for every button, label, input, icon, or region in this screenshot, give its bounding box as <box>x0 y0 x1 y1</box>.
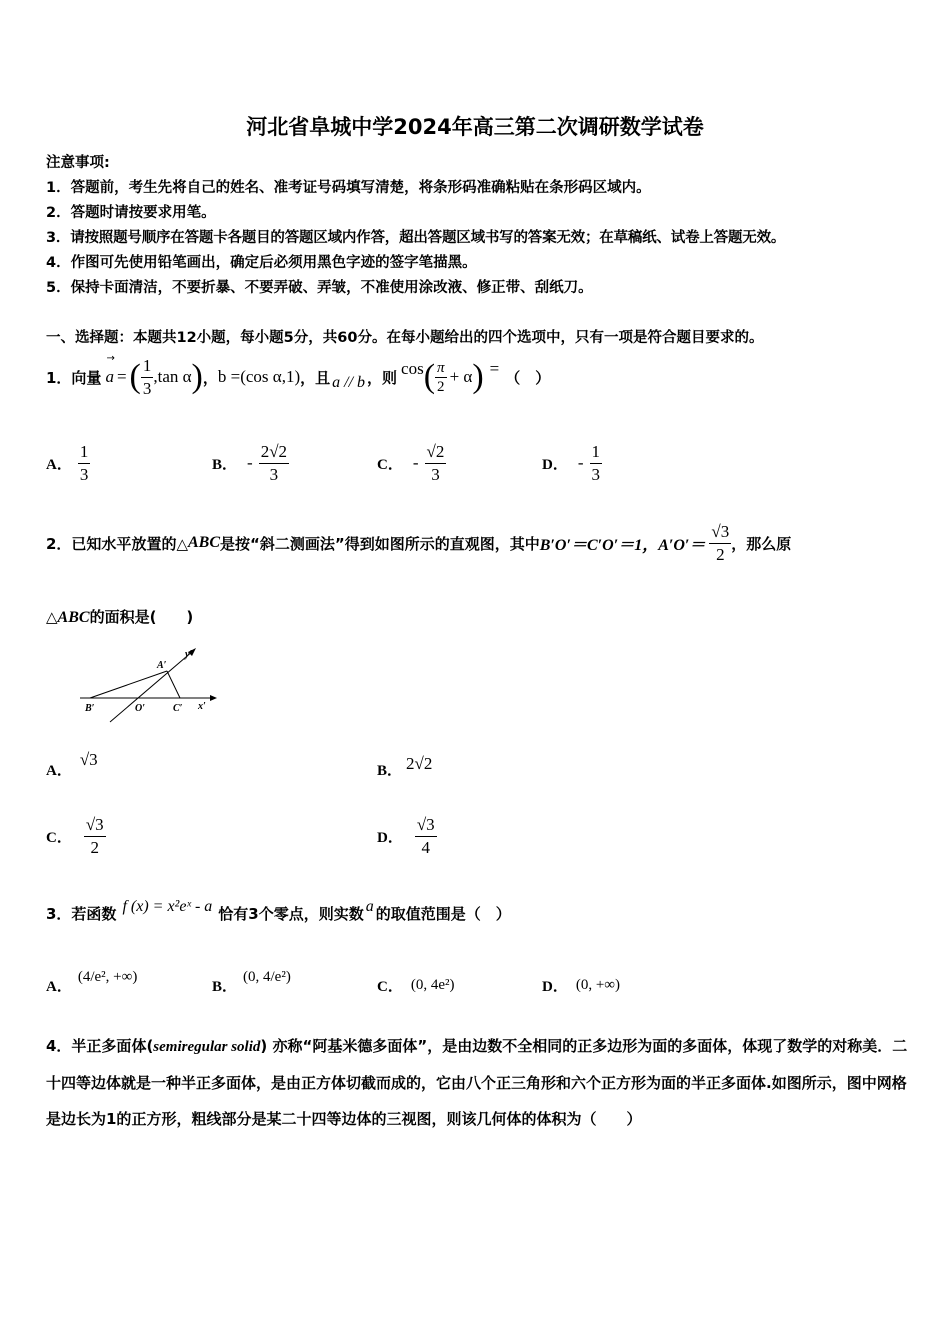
q1-two: 2 <box>437 378 445 395</box>
option-label: C． <box>377 456 403 473</box>
q1-pi-frac <box>435 359 447 396</box>
frac-den: 3 <box>431 464 440 484</box>
question-2 <box>46 517 791 569</box>
q2-text: △ <box>46 608 58 626</box>
q2-c-frac <box>84 814 106 859</box>
x-axis-arrow-icon <box>210 695 217 701</box>
q1-blank: （ ） <box>505 368 551 387</box>
q2-text: 是按“斜二测画法”得到如图所示的直观图，其中 <box>220 534 540 553</box>
question-3 <box>46 898 511 928</box>
segment-b-a <box>90 671 167 698</box>
q1-pi: π <box>437 359 445 376</box>
q3-option-c[interactable] <box>377 970 455 1000</box>
option-label: B． <box>212 978 238 995</box>
q3-option-b[interactable] <box>212 970 291 1000</box>
q2-abc: ABC <box>57 609 90 626</box>
q3-text: 3．若函数 <box>46 904 117 923</box>
q2-option-a[interactable] <box>46 750 98 780</box>
q1-vec-a: a <box>105 367 114 386</box>
section-heading: 一、选择题：本题共12小题，每小题5分，共60分。在每小题给出的四个选项中，只有一项是符合题目要求的。 <box>46 330 764 346</box>
q1-cos: cos <box>401 359 424 378</box>
note-item: 2．答题时请按要求用笔。 <box>46 205 216 221</box>
q2-d-frac <box>415 814 437 859</box>
q2-cond-frac <box>709 521 731 566</box>
option-value: (4/e², +∞) <box>77 968 138 985</box>
notes-heading: 注意事项: <box>46 155 110 171</box>
q1-eq: = <box>116 367 127 386</box>
label-b: B′ <box>85 703 95 714</box>
q1-option-a[interactable] <box>46 438 90 488</box>
option-label: C． <box>46 829 72 846</box>
label-c: C′ <box>173 703 183 714</box>
q1-parallel: a // b <box>332 374 366 391</box>
option-value: (0, 4/e²) <box>243 968 291 985</box>
option-value: (0, +∞) <box>575 976 620 993</box>
frac-num: √3 <box>84 814 106 837</box>
note-item: 1．答题前，考生先将自己的姓名、准考证号码填写清楚，将条形码准确粘贴在条形码区域内。 <box>46 180 651 196</box>
note-item: 4．作图可先使用铅笔画出，确定后必须用黑色字迹的签字笔描黑。 <box>46 255 477 271</box>
frac-den: 3 <box>269 464 279 484</box>
frac-num: √2 <box>425 441 447 464</box>
q2-condition: B′O′＝C′O′＝1，A′O′＝ <box>539 536 706 554</box>
option-label: D． <box>377 829 403 846</box>
option-label: B． <box>377 763 403 779</box>
q1-comma: ， <box>202 368 218 387</box>
q1-option-b[interactable] <box>212 438 289 488</box>
q3-text: 的取值范围是（ ） <box>375 904 511 923</box>
frac-den: 2 <box>90 837 100 857</box>
segment-a-c <box>167 671 180 698</box>
q2-text: 2．已知水平放置的△ <box>46 534 188 553</box>
q1-b-frac <box>259 441 289 486</box>
note-item: 3．请按照题号顺序在答题卡各题目的答题区域内作答，超出答题区域书写的答案无效；在草稿纸、试卷上答题无效。 <box>46 230 786 246</box>
option-label: B． <box>212 456 238 473</box>
q4-text: ) 亦称“阿基米德多面体”，是由边数不全相同的正多边形为面的多面体，体现了数学的对称美．二十四等边体就是一种半正多面体，是由正方体切截而成的，它由八个正三角形和六个正方形为面的半正多面体.如图所示，图中网格是边长为1的正方形，粗线部分是某二十四等边体的三视图，则该几何体的体积为（ ） <box>46 1037 908 1128</box>
q1-tan: ,tan α <box>153 367 192 386</box>
frac-den: 3 <box>79 464 89 484</box>
frac-den: 3 <box>591 464 601 484</box>
q1-a-frac <box>78 441 91 486</box>
q1-d-frac <box>590 441 603 486</box>
frac-num: √3 <box>415 814 437 837</box>
question-1 <box>46 352 550 402</box>
q4-text: 4．半正多面体( <box>46 1037 154 1055</box>
q3-text: 恰有3个零点，则实数 <box>218 904 364 923</box>
option-label: D． <box>542 978 568 995</box>
option-value: √3 <box>79 750 98 769</box>
q1-prefix: 1．向量 <box>46 368 102 387</box>
q2-option-d[interactable] <box>377 810 437 862</box>
frac-num: 1 <box>590 441 603 464</box>
q1-frac <box>141 355 154 400</box>
option-label: A． <box>46 456 72 473</box>
q4-term: semiregular solid <box>153 1039 261 1055</box>
option-sign: - <box>577 453 584 472</box>
frac-den: 4 <box>421 837 431 857</box>
q1-frac-den: 3 <box>142 378 152 398</box>
option-label: C． <box>377 978 403 995</box>
label-a: A′ <box>157 660 167 671</box>
q2-text: 的面积是( ) <box>89 608 194 626</box>
q2-text: ，那么原 <box>731 534 792 553</box>
q1-rparen: ) <box>191 358 203 395</box>
q1-plus-alpha: + α <box>449 367 473 386</box>
q2-option-c[interactable] <box>46 810 106 862</box>
option-label: A． <box>46 978 72 995</box>
note-item: 5．保持卡面清洁，不要折暴、不要弄破、弄皱，不准使用涂改液、修正带、刮纸刀。 <box>46 280 593 296</box>
option-label: A． <box>46 763 72 779</box>
q1-then: ，则 <box>367 368 398 387</box>
q1-frac-num: 1 <box>141 355 154 378</box>
q1-c-frac <box>425 441 447 486</box>
option-sign: - <box>412 453 419 472</box>
q3-option-d[interactable] <box>542 970 620 1000</box>
q1-option-d[interactable] <box>542 438 602 488</box>
q1-and: ，且 <box>300 368 331 387</box>
frac-num: 2√2 <box>259 441 289 464</box>
frac-num: √3 <box>709 521 731 544</box>
question-2-line2 <box>46 606 193 627</box>
option-value: (0, 4e²) <box>410 976 455 993</box>
q3-option-a[interactable] <box>46 970 137 1000</box>
page-title: 河北省阜城中学2024年高三第二次调研数学试卷 <box>246 115 704 139</box>
q1-equals: = <box>489 359 500 378</box>
vector-arrow-icon: → <box>106 353 115 364</box>
q1-cos-rparen: ) <box>472 358 484 395</box>
frac-den: 2 <box>716 544 725 564</box>
option-value: 2√2 <box>406 754 433 773</box>
q2-figure <box>75 643 225 723</box>
q1-option-c[interactable] <box>377 438 446 488</box>
label-x: x′ <box>198 701 206 712</box>
q1-cos-lparen: ( <box>423 358 436 395</box>
option-label: D． <box>542 456 568 473</box>
q1-b: b =(cos α,1) <box>217 367 301 386</box>
label-y: y′ <box>185 649 193 660</box>
label-o: O′ <box>135 703 146 714</box>
option-sign: - <box>247 453 253 472</box>
frac-num: 1 <box>78 441 91 464</box>
q3-a: a <box>365 898 374 915</box>
question-4 <box>46 1028 908 1137</box>
q2-option-b[interactable] <box>377 750 432 780</box>
q1-lparen: ( <box>129 358 141 395</box>
q3-function: f (x) = x²eˣ - a <box>122 898 213 915</box>
q2-abc: ABC <box>187 534 220 551</box>
